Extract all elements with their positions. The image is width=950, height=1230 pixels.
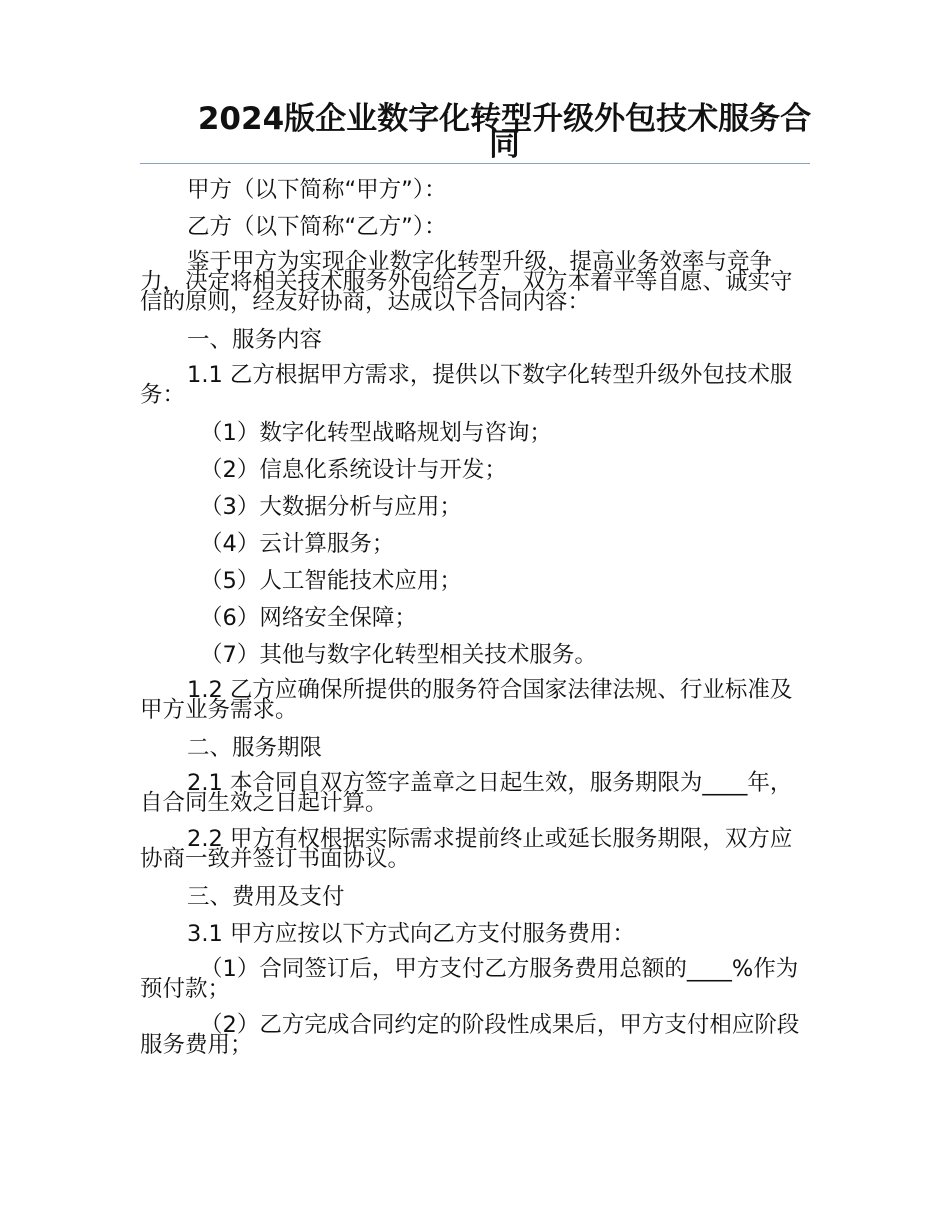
clause-2-1: 2.1 本合同自双方签字盖章之日起生效，服务期限为____年，自合同生效之日起计算。 xyxy=(140,770,793,816)
title-block xyxy=(140,101,812,164)
section-heading-service-period: 二、服务期限 xyxy=(187,735,323,761)
clause-2-2: 2.2 甲方有权根据实际需求提前终止或延长服务期限，双方应协商一致并签订书面协议。 xyxy=(140,826,793,872)
page-title: 2024版企业数字化转型升级外包技术服务合同 xyxy=(197,101,812,163)
party-b-line: 乙方（以下简称“乙方”）： xyxy=(187,214,447,240)
service-item-7: （7）其他与数字化转型相关技术服务。 xyxy=(200,642,597,668)
service-item-4: （4）云计算服务； xyxy=(200,531,395,557)
service-item-1: （1）数字化转型战略规划与咨询； xyxy=(200,420,552,446)
service-item-2: （2）信息化系统设计与开发； xyxy=(200,457,507,483)
service-item-3: （3）大数据分析与应用； xyxy=(200,494,462,520)
clause-1-2: 1.2 乙方应确保所提供的服务符合国家法律法规、行业标准及甲方业务需求。 xyxy=(140,677,793,723)
service-item-6: （6）网络安全保障； xyxy=(200,605,417,631)
clause-1-1: 1.1 乙方根据甲方需求，提供以下数字化转型升级外包技术服务： xyxy=(140,362,793,408)
party-a-line: 甲方（以下简称“甲方”）： xyxy=(187,177,447,203)
clause-3-1: 3.1 甲方应按以下方式向乙方支付服务费用： xyxy=(187,921,635,947)
service-item-5: （5）人工智能技术应用； xyxy=(200,568,462,594)
section-heading-service-content: 一、服务内容 xyxy=(187,327,323,353)
section-heading-fees: 三、费用及支付 xyxy=(187,884,345,910)
payment-item-1: （1）合同签订后，甲方支付乙方服务费用总额的____%作为预付款； xyxy=(140,956,799,1002)
preamble-paragraph: 鉴于甲方为实现企业数字化转型升级，提高业务效率与竞争力，决定将相关技术服务外包给乙方，双方本着平等自愿、诚实守信的原则，经友好协商，达成以下合同内容： xyxy=(140,249,793,315)
contract-body xyxy=(140,178,810,1071)
payment-item-2: （2）乙方完成合同约定的阶段性成果后，甲方支付相应阶段服务费用； xyxy=(140,1012,800,1058)
